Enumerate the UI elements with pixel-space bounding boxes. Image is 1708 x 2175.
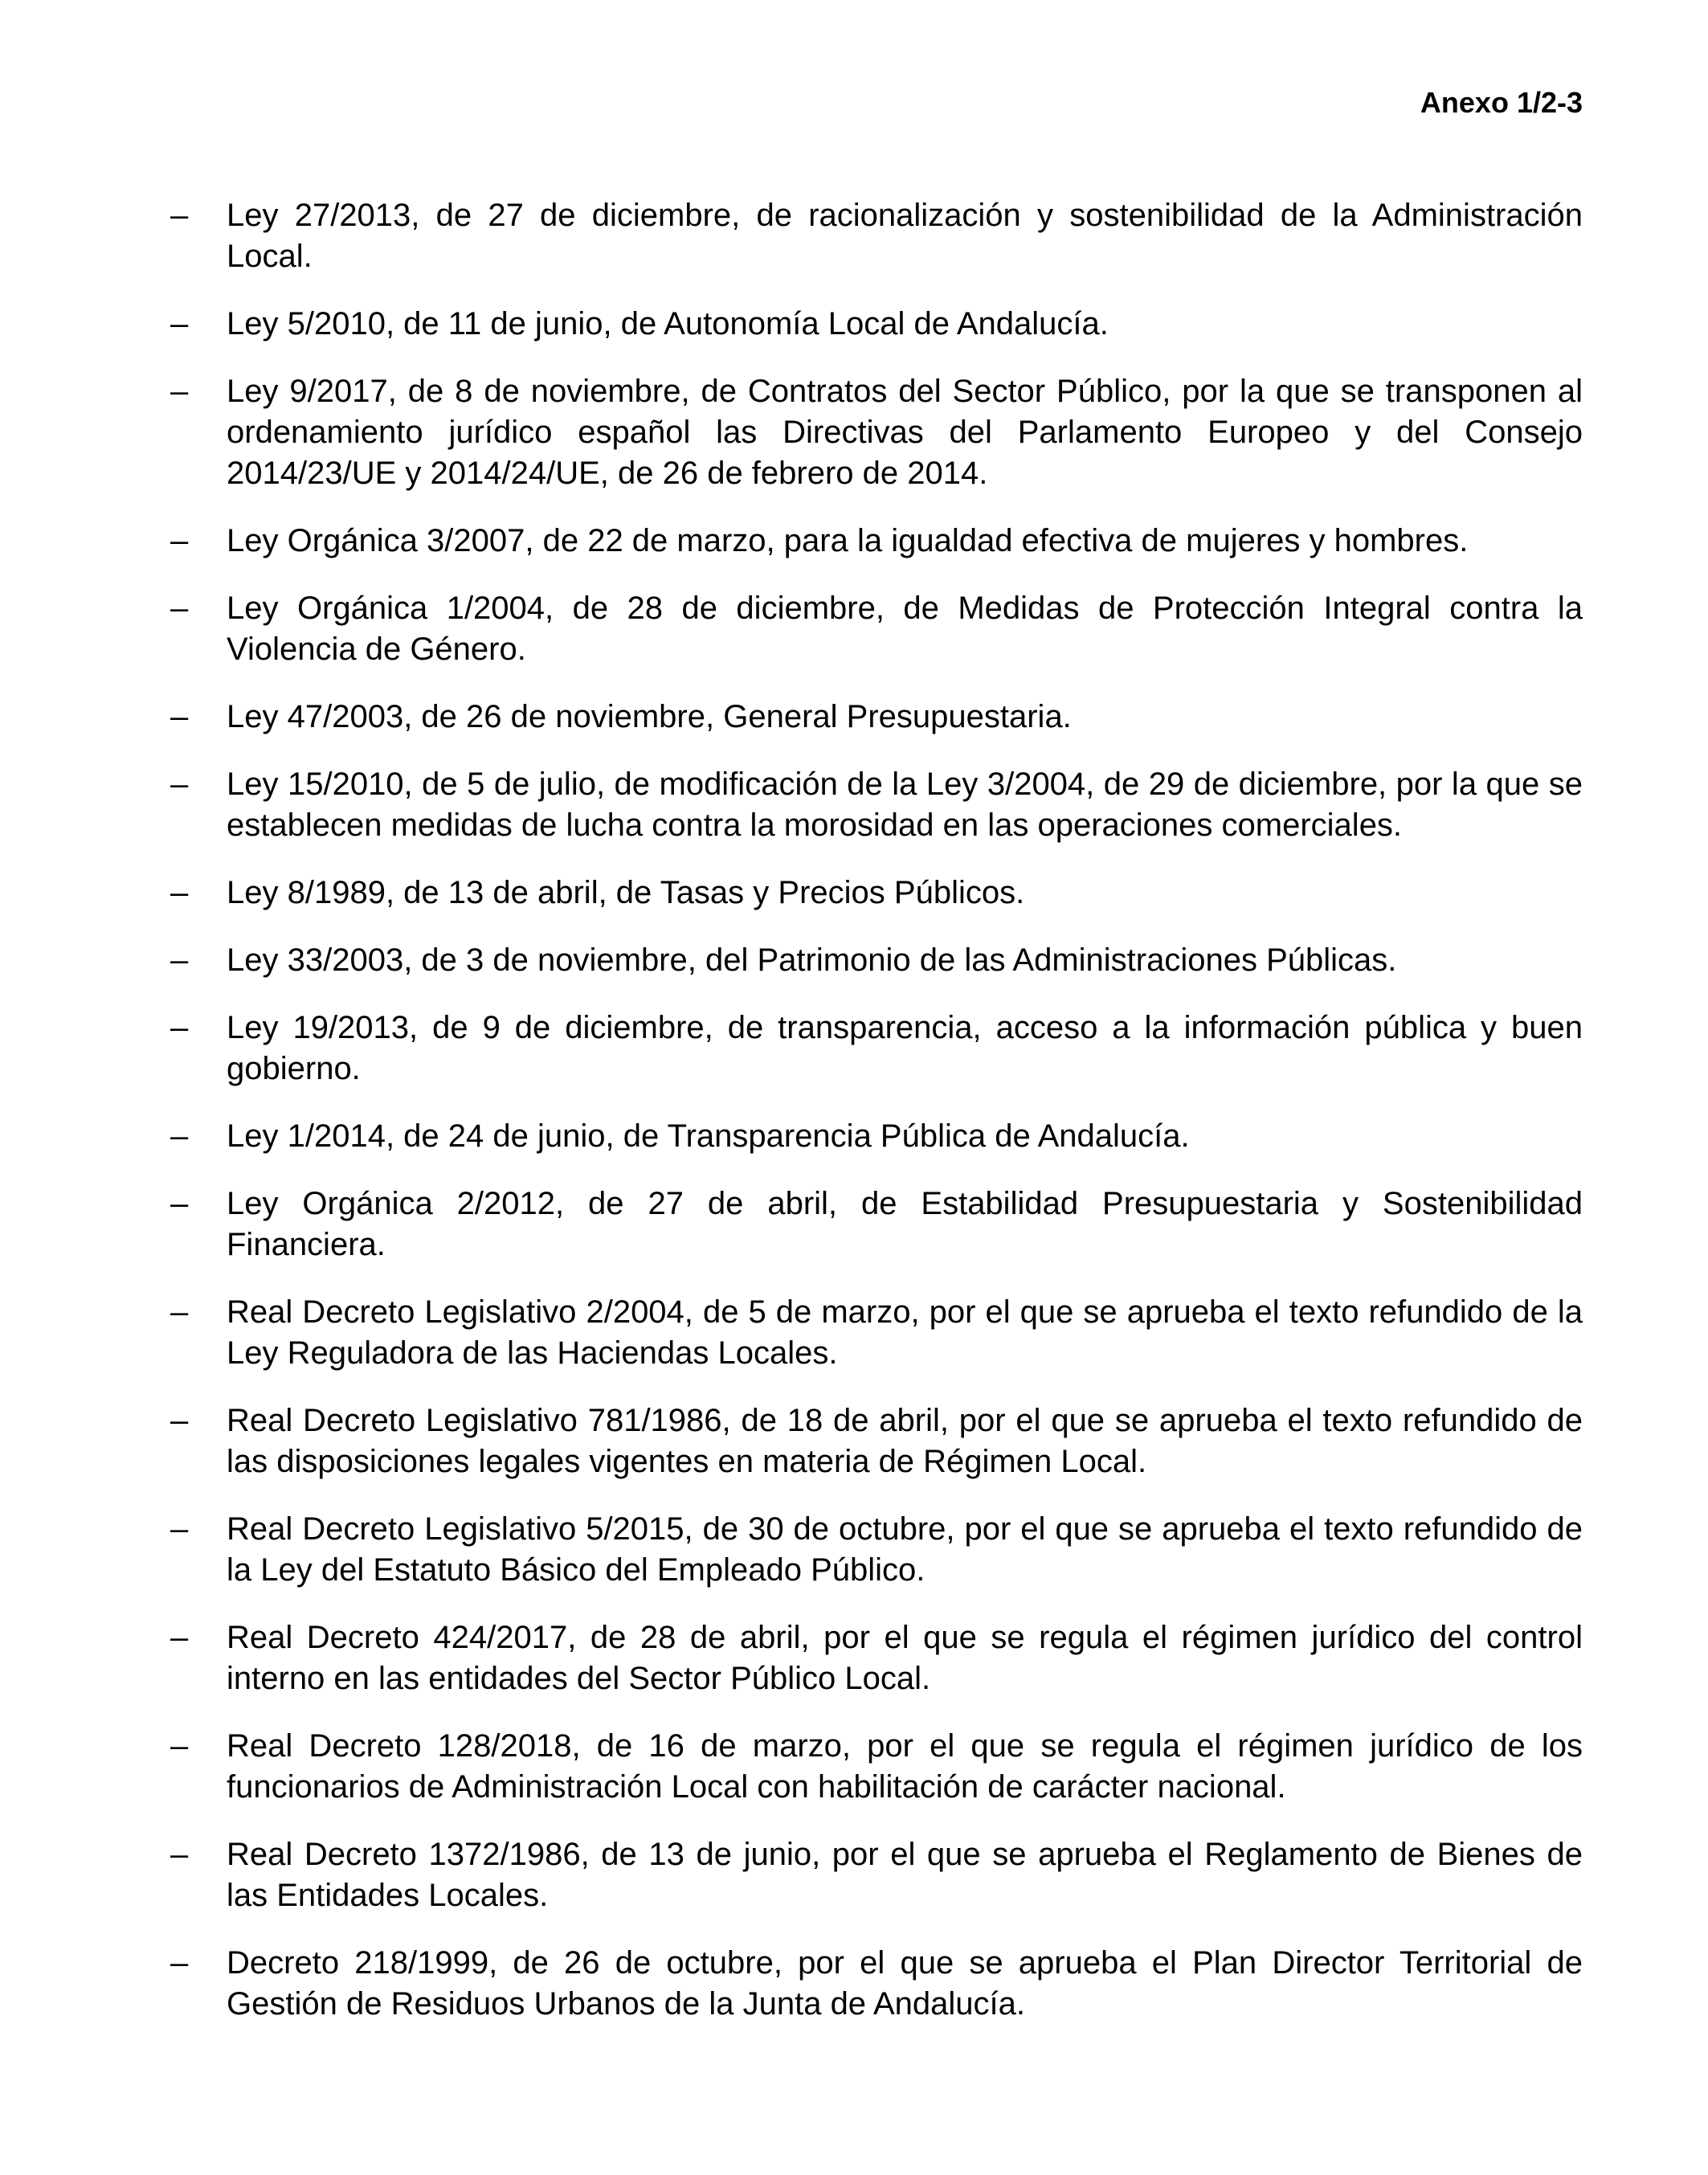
dash-bullet: –	[170, 1511, 189, 1547]
dash-bullet: –	[170, 1294, 189, 1330]
dash-bullet: –	[170, 374, 189, 409]
list-item-text: Ley 9/2017, de 8 de noviembre, de Contratos del Sector Público, por la que se transponen al ordenamiento jurídico español las Directivas del Parlamento Europeo y del Consejo 2014/23/UE y 2014/24/UE, de 26 de febrero de 2014.	[227, 374, 1583, 491]
legislation-list	[170, 195, 1583, 2051]
list-item	[170, 1008, 1583, 1090]
list-item	[170, 521, 1583, 562]
dash-bullet: –	[170, 1945, 189, 1981]
list-item-text: Real Decreto Legislativo 2/2004, de 5 de marzo, por el que se aprueba el texto refundido de la Ley Reguladora de las Haciendas Locales.	[227, 1294, 1583, 1371]
dash-bullet: –	[170, 1186, 189, 1221]
list-item	[170, 1834, 1583, 1916]
list-item	[170, 764, 1583, 846]
list-item-text: Real Decreto 424/2017, de 28 de abril, por el que se regula el régimen jurídico del control interno en las entidades del Sector Público Local.	[227, 1620, 1583, 1696]
list-item	[170, 1509, 1583, 1591]
list-item-text: Real Decreto 1372/1986, de 13 de junio, por el que se aprueba el Reglamento de Bienes de las Entidades Locales.	[227, 1837, 1583, 1913]
list-item-text: Ley 15/2010, de 5 de julio, de modificación de la Ley 3/2004, de 29 de diciembre, por la que se establecen medidas de lucha contra la morosidad en las operaciones comerciales.	[227, 767, 1583, 843]
list-item	[170, 1617, 1583, 1699]
list-item-text: Ley 1/2014, de 24 de junio, de Transparencia Pública de Andalucía.	[227, 1118, 1190, 1154]
list-item	[170, 588, 1583, 670]
list-item-text: Ley 47/2003, de 26 de noviembre, General Presupuestaria.	[227, 699, 1072, 734]
list-item	[170, 1184, 1583, 1265]
list-item	[170, 1292, 1583, 1374]
list-item-text: Ley 19/2013, de 9 de diciembre, de transparencia, acceso a la información pública y buen gobierno.	[227, 1010, 1583, 1086]
list-item-text: Ley 8/1989, de 13 de abril, de Tasas y Precios Públicos.	[227, 875, 1025, 910]
list-item	[170, 304, 1583, 345]
list-item	[170, 1116, 1583, 1157]
list-item-text: Ley 27/2013, de 27 de diciembre, de racionalización y sostenibilidad de la Administración Local.	[227, 198, 1583, 274]
dash-bullet: –	[170, 1837, 189, 1872]
list-item-text: Real Decreto Legislativo 781/1986, de 18 de abril, por el que se aprueba el texto refundido de las disposiciones legales vigentes en materia de Régimen Local.	[227, 1403, 1583, 1479]
dash-bullet: –	[170, 306, 189, 341]
dash-bullet: –	[170, 591, 189, 626]
list-item-text: Ley Orgánica 1/2004, de 28 de diciembre, de Medidas de Protección Integral contra la Violencia de Género.	[227, 591, 1583, 667]
dash-bullet: –	[170, 942, 189, 978]
dash-bullet: –	[170, 1728, 189, 1764]
annex-label: Anexo 1/2-3	[1420, 86, 1583, 119]
list-item	[170, 1400, 1583, 1482]
dash-bullet: –	[170, 198, 189, 233]
dash-bullet: –	[170, 875, 189, 910]
list-item	[170, 940, 1583, 981]
list-item-text: Real Decreto 128/2018, de 16 de marzo, por el que se regula el régimen jurídico de los funcionarios de Administración Local con habilitación de carácter nacional.	[227, 1728, 1583, 1805]
list-item	[170, 1726, 1583, 1808]
list-item-text: Ley Orgánica 2/2012, de 27 de abril, de Estabilidad Presupuestaria y Sostenibilidad Financiera.	[227, 1186, 1583, 1262]
dash-bullet: –	[170, 1118, 189, 1154]
dash-bullet: –	[170, 523, 189, 558]
list-item	[170, 371, 1583, 494]
list-item	[170, 873, 1583, 914]
dash-bullet: –	[170, 1010, 189, 1045]
list-item-text: Ley 5/2010, de 11 de junio, de Autonomía Local de Andalucía.	[227, 306, 1109, 341]
list-item-text: Ley 33/2003, de 3 de noviembre, del Patrimonio de las Administraciones Públicas.	[227, 942, 1397, 978]
dash-bullet: –	[170, 767, 189, 802]
list-item-text: Real Decreto Legislativo 5/2015, de 30 de octubre, por el que se aprueba el texto refundido de la Ley del Estatuto Básico del Empleado Público.	[227, 1511, 1583, 1588]
dash-bullet: –	[170, 699, 189, 734]
list-item	[170, 195, 1583, 277]
list-item	[170, 697, 1583, 738]
dash-bullet: –	[170, 1620, 189, 1655]
list-item-text: Ley Orgánica 3/2007, de 22 de marzo, para la igualdad efectiva de mujeres y hombres.	[227, 523, 1469, 558]
list-item-text: Decreto 218/1999, de 26 de octubre, por el que se aprueba el Plan Director Territorial de Gestión de Residuos Urbanos de la Junta de Andalucía.	[227, 1945, 1583, 2022]
dash-bullet: –	[170, 1403, 189, 1438]
list-item	[170, 1943, 1583, 2025]
